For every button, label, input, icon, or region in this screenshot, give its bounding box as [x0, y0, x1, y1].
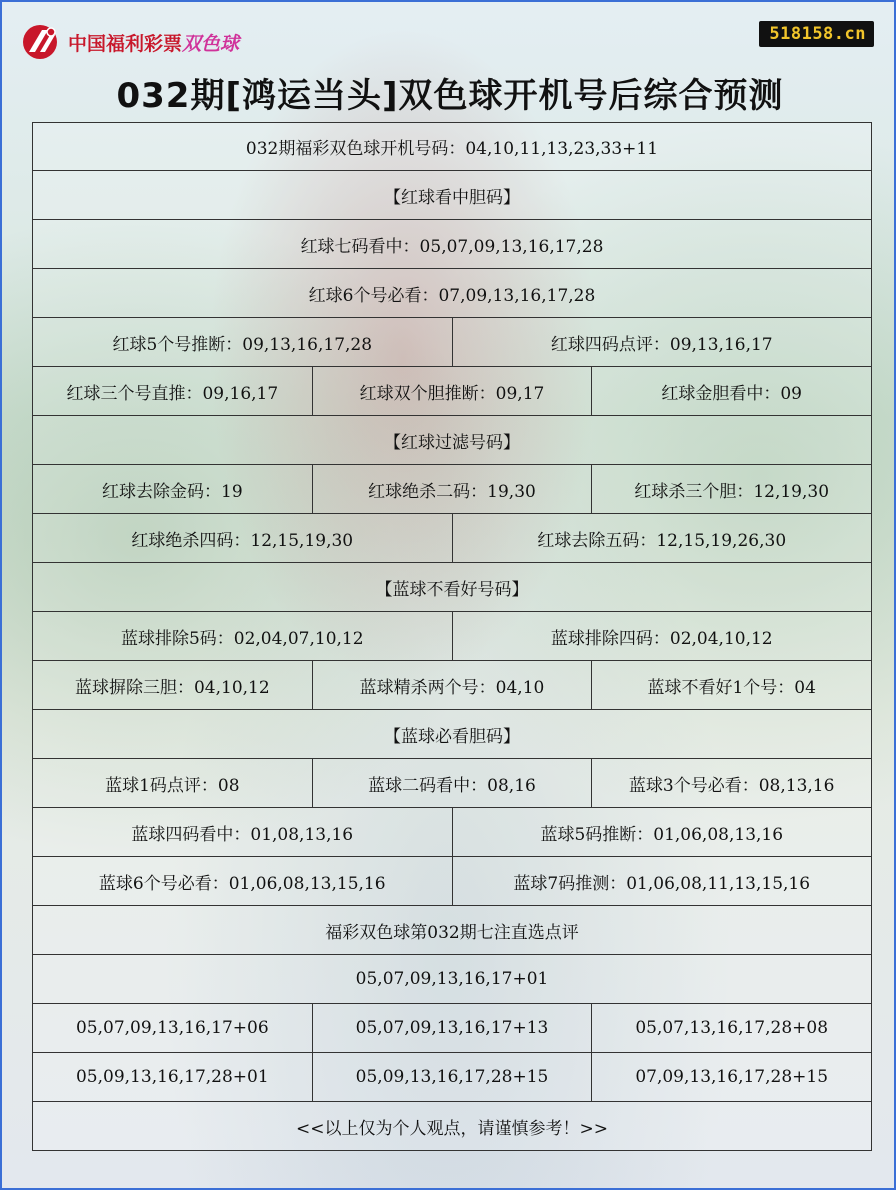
prediction-table — [32, 122, 872, 1151]
table-row — [32, 955, 872, 1004]
table-cell: 红球6个号必看：07,09,13,16,17,28 — [32, 269, 872, 318]
table-row — [32, 808, 872, 857]
table-cell: 红球绝杀二码：19,30 — [313, 465, 593, 514]
table-cell: 蓝球二码看中：08,16 — [313, 759, 593, 808]
table-cell: 【红球过滤号码】 — [32, 416, 872, 465]
table-cell: 红球去除金码：19 — [32, 465, 313, 514]
table-cell: 红球金胆看中：09 — [592, 367, 872, 416]
table-cell: 05,07,09,13,16,17+13 — [313, 1004, 593, 1053]
table-cell: 05,09,13,16,17,28+01 — [32, 1053, 313, 1102]
table-cell: 红球三个号直推：09,16,17 — [32, 367, 313, 416]
logo-text — [68, 29, 239, 56]
table-cell: 蓝球6个号必看：01,06,08,13,15,16 — [32, 857, 453, 906]
table-cell: 蓝球排除四码：02,04,10,12 — [453, 612, 873, 661]
table-row — [32, 563, 872, 612]
table-cell: 红球绝杀四码：12,15,19,30 — [32, 514, 453, 563]
table-row — [32, 1102, 872, 1151]
table-row — [32, 269, 872, 318]
table-row — [32, 416, 872, 465]
table-row — [32, 465, 872, 514]
table-cell: 蓝球四码看中：01,08,13,16 — [32, 808, 453, 857]
table-row — [32, 661, 872, 710]
logo-text-accent: 双色球 — [182, 32, 240, 55]
table-cell: 蓝球排除5码：02,04,07,10,12 — [32, 612, 453, 661]
table-row — [32, 1004, 872, 1053]
table-cell: 蓝球7码推测：01,06,08,11,13,15,16 — [453, 857, 873, 906]
table-cell: 05,07,09,13,16,17+01 — [32, 955, 872, 1004]
table-cell: 【红球看中胆码】 — [32, 171, 872, 220]
lottery-logo-icon — [20, 22, 64, 62]
table-cell: 红球杀三个胆：12,19,30 — [592, 465, 872, 514]
table-row — [32, 710, 872, 759]
logo-text-main: 中国福利彩票 — [68, 32, 183, 55]
table-cell: 红球七码看中：05,07,09,13,16,17,28 — [32, 220, 872, 269]
table-row — [32, 171, 872, 220]
table-cell: 05,09,13,16,17,28+15 — [313, 1053, 593, 1102]
table-row — [32, 857, 872, 906]
table-cell: 蓝球5码推断：01,06,08,13,16 — [453, 808, 873, 857]
table-cell: 07,09,13,16,17,28+15 — [592, 1053, 872, 1102]
table-row — [32, 1053, 872, 1102]
table-cell: 蓝球摒除三胆：04,10,12 — [32, 661, 313, 710]
table-cell: 红球四码点评：09,13,16,17 — [453, 318, 873, 367]
table-row — [32, 759, 872, 808]
page-title: 032期[鸿运当头]双色球开机号后综合预测 — [116, 76, 784, 116]
table-row — [32, 318, 872, 367]
lottery-logo — [20, 22, 239, 62]
table-cell: 蓝球3个号必看：08,13,16 — [592, 759, 872, 808]
table-row — [32, 367, 872, 416]
table-cell: 红球5个号推断：09,13,16,17,28 — [32, 318, 453, 367]
table-cell: 红球去除五码：12,15,19,26,30 — [453, 514, 873, 563]
table-cell: 【蓝球不看好号码】 — [32, 563, 872, 612]
table-row — [32, 122, 872, 171]
table-row — [32, 220, 872, 269]
table-cell: 蓝球精杀两个号：04,10 — [313, 661, 593, 710]
table-cell: 05,07,13,16,17,28+08 — [592, 1004, 872, 1053]
table-cell: <<以上仅为个人观点，请谨慎参考！>> — [32, 1102, 872, 1151]
table-cell: 蓝球不看好1个号：04 — [592, 661, 872, 710]
table-cell: 032期福彩双色球开机号码：04,10,11,13,23,33+11 — [32, 122, 872, 171]
table-row — [32, 514, 872, 563]
table-row — [32, 906, 872, 955]
table-cell: 红球双个胆推断：09,17 — [313, 367, 593, 416]
table-cell: 05,07,09,13,16,17+06 — [32, 1004, 313, 1053]
table-row — [32, 612, 872, 661]
table-cell: 蓝球1码点评：08 — [32, 759, 313, 808]
table-cell: 福彩双色球第032期七注直选点评 — [32, 906, 872, 955]
site-badge: 518158.cn — [759, 21, 874, 47]
table-cell: 【蓝球必看胆码】 — [32, 710, 872, 759]
